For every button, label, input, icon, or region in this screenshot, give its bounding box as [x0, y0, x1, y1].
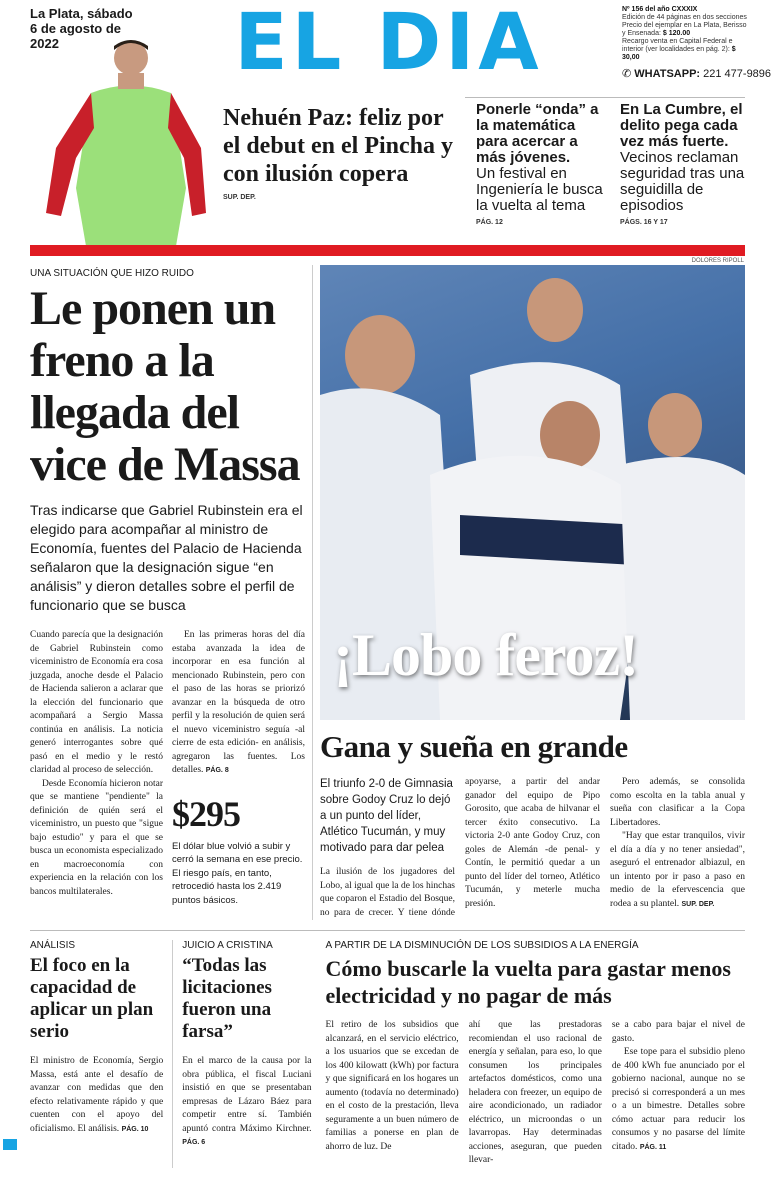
- surcharge-label: Recargo venta en Capital Federal e interior (ver localidades en pág. 2):: [622, 38, 733, 53]
- paragraph: La ilusión de los jugadores del Lobo, al igual que la de los hinchas que coparon el Estadio del Bosque, no para de crecer. Y tiene dónde apoyarse, a partir del andar ganador del equipo de Pipo Gorosito, que acaba de hilvanar el tercer éxito consecutivo. La victoria 2-0 ante Godoy Cruz, con goles de Alemán -de penal- y Contín, le permitió quedar a un punto del líder del torneo, Atlético Tucumán, y meterle mucha presión.: [320, 777, 600, 918]
- paragraph: En las primeras horas del día estaba avanzada la idea de incorporar en esa función al mencionado Rubinstein, pero con el paso de las horas se priorizó avanzar en la búsqueda de otro perfil y la resolución de quien será el nuevo viceministro seguía -al cierre de esta edición- en análisis, agregaron las fuentes. Los detalles.: [172, 630, 305, 775]
- page-ref: PÁG. 11: [639, 1143, 667, 1151]
- surcharge: $ 30,00: [622, 46, 736, 61]
- energy-headline[interactable]: Cómo buscarle la vuelta para gastar menos electricidad y no pagar de más: [325, 956, 731, 1008]
- newspaper-logo: EL DIA: [234, 0, 543, 88]
- edition-info: [622, 6, 747, 62]
- page-ref: PÁG. 8: [205, 767, 229, 774]
- juicio-headline[interactable]: “Todas las licitaciones fueron una farsa”: [182, 955, 272, 1042]
- player-photo: [36, 38, 211, 246]
- paragraph: Desde Economía hicieron notar que se mantiene "pendiente" la definición de quién será el viceministro, un puesto que "sigue bajo estudio" y para el que se busca un economista especializado en macroeconomía con experiencia en la relación con los bancos multilaterales.: [30, 778, 163, 897]
- story-title: Ponerle “onda” a la matemática para acercar a más jóvenes.: [476, 101, 599, 166]
- page-ref: PÁG. 10: [121, 1125, 149, 1133]
- juicio-body: [182, 1055, 311, 1150]
- paragraph: En el marco de la causa por la obra pública, el fiscal Luciani insistió en que se presentaban empresas de Lázaro Báez para competir entre sí. También apuntó contra Máximo Kirchner.: [182, 1056, 312, 1134]
- masthead-area: [0, 0, 771, 265]
- dolar-text: El dólar blue volvió a subir y cerró la semana en ese precio. El riesgo país, en tanto, retrocedió hasta los 2.419 puntos básicos.: [172, 840, 303, 906]
- story-tag: SUP. DEP.: [223, 194, 256, 201]
- paragraph: Pero además, se consolida como escolta en la tabla anual y sueña con clasificar a la Copa Libertadores.: [610, 777, 745, 828]
- whatsapp-label: WHATSAPP:: [634, 68, 701, 80]
- story-tag: PÁGS. 16 Y 17: [620, 219, 668, 226]
- edition-pages: Edición de 44 páginas en dos secciones: [622, 14, 747, 21]
- sport-deck: El triunfo 2-0 de Gimnasia sobre Godoy Cruz lo dejó a un punto del líder, Atlético Tucumán, y muy motivado para dar pelea: [320, 778, 453, 854]
- edition-date: La Plata, sábado 6 de agosto de 2022: [30, 6, 133, 51]
- juicio-kicker: JUICIO A CRISTINA: [182, 940, 273, 951]
- photo-overlay-headline: ¡Lobo feroz!: [333, 622, 639, 688]
- whatsapp-icon: ✆: [622, 68, 632, 80]
- lead-story: [30, 265, 305, 920]
- whatsapp-number: 221 477-9896: [703, 68, 771, 80]
- lead-body: [30, 629, 305, 907]
- lead-kicker: UNA SITUACIÓN QUE HIZO RUIDO: [30, 268, 194, 279]
- story-text: Un festival en Ingeniería le busca la vuelta al tema: [476, 165, 603, 214]
- paragraph: Cuando parecía que la designación de Gabriel Rubinstein como viceministro de Economía era cosa juzgada, anoche desde el Palacio de Hacienda salieron a aclarar que la elección del funcionario que acompañará a Sergio Massa continúa en análisis. La noticia generó interrogantes sobre qué pasó en el medio y le restó claridad al proceso de selección.: [30, 630, 163, 775]
- photo-credit: DOLORES RIPOLL: [691, 258, 744, 264]
- gimnasia-celebration-photo: [320, 265, 745, 720]
- bottom-section: [0, 930, 750, 1178]
- page-ref: PÁG. 6: [182, 1139, 206, 1146]
- paragraph: El retiro de los subsidios que alcanzará, en el servicio eléctrico, a los usuarios que se excedan de los 400 kilowatt (kWh) por factura y que significará en los hogares un aumento (todavía no determinado) en el costo de la prestación, lleva seguramente a un buen número de familias a ponerse en plan de ahorro de luz. De: [325, 1020, 459, 1152]
- paragraph: se a cabo para bajar el nivel de gasto.: [611, 1020, 745, 1044]
- story-title: En La Cumbre, el delito pega cada vez más fuerte.: [620, 101, 743, 150]
- red-divider-bar: [30, 245, 745, 256]
- energy-body: [326, 1019, 745, 1168]
- column-divider: [312, 265, 313, 920]
- paragraph: "Hay que estar tranquilos, vivir el día a día y no tener ansiedad", aseguró el entrenador albiazul, en un intento por ir paso a paso en medio de la efervescencia que rodea a su plantel.: [610, 831, 745, 909]
- story-text: Vecinos reclaman seguridad tras una seguidilla de episodios: [620, 149, 745, 214]
- dolar-value: $295: [172, 793, 240, 834]
- dolar-box: [172, 794, 305, 908]
- edition-info-box: [622, 6, 771, 80]
- paragraph: El ministro de Economía, Sergio Massa, está ante el desafío de avanzar con medidas que den efecto relativamente rápido y que cuenten con el apoyo del oficialismo. El análisis.: [30, 1056, 164, 1134]
- divider: [465, 97, 745, 98]
- analysis-body: [30, 1055, 163, 1136]
- story-nehuen-paz[interactable]: [223, 104, 455, 201]
- analysis-kicker: ANÁLISIS: [30, 940, 76, 951]
- energy-story: [326, 940, 745, 1168]
- price: $ 120.00: [662, 30, 691, 37]
- energy-kicker: A PARTIR DE LA DISMINUCIÓN DE LOS SUBSIDIOS A LA ENERGÍA: [325, 940, 639, 951]
- juicio-story: [182, 940, 311, 1168]
- sport-headline[interactable]: Gana y sueña en grande: [320, 729, 628, 764]
- analysis-headline[interactable]: El foco en la capacidad de aplicar un plan serio: [30, 955, 154, 1042]
- paragraph: Ese tope para el subsidio pleno de 400 kWh fue anunciado por el gobierno nacional, aunque no se precisó si corresponderá a un mes o a un bimestre. Detalles sobre cómo actuar para reducir los consumos y no pasarse del límite citado.: [611, 1047, 745, 1152]
- brand-square-marker: [3, 1139, 17, 1150]
- sport-body: [320, 776, 745, 920]
- analysis-story: [30, 940, 163, 1168]
- column-divider: [172, 940, 173, 1168]
- story-title: Nehuén Paz: feliz por el debut en el Pincha y con ilusión copera: [223, 105, 454, 187]
- lead-deck: Tras indicarse que Gabriel Rubinstein era el elegido para acompañar al ministro de Economía, fuentes del Palacio de Hacienda señalaron que la designación sigue “en análisis” y dieron detalles sobre el perfil de funcionario que se busca: [30, 502, 303, 613]
- price-label: Precio del ejemplar en La Plata, Berisso y Ensenada:: [622, 22, 747, 37]
- lead-headline[interactable]: Le ponen un freno a la llegada del vice de Massa: [30, 282, 300, 491]
- story-matematica[interactable]: [476, 102, 611, 226]
- paragraph: ahí que las prestadoras recomiendan el uso racional de energía y señalan, para eso, lo que consumen los principales artefactos domésticos, como una heladera con freezer, un equipo de aire acondicionado, un radiador eléctrico, un microondas o un lavarropas. Hay determinadas acciones, aseguran, que pueden llevar-: [468, 1020, 602, 1165]
- sport-story: [320, 265, 745, 920]
- story-tag: PÁG. 12: [476, 219, 503, 226]
- story-la-cumbre[interactable]: [620, 102, 745, 226]
- whatsapp-contact: [622, 67, 771, 80]
- page-ref: SUP. DEP.: [681, 900, 715, 908]
- main-section: [0, 265, 750, 920]
- edition-number: Nº 156 del año CXXXIX: [622, 6, 698, 13]
